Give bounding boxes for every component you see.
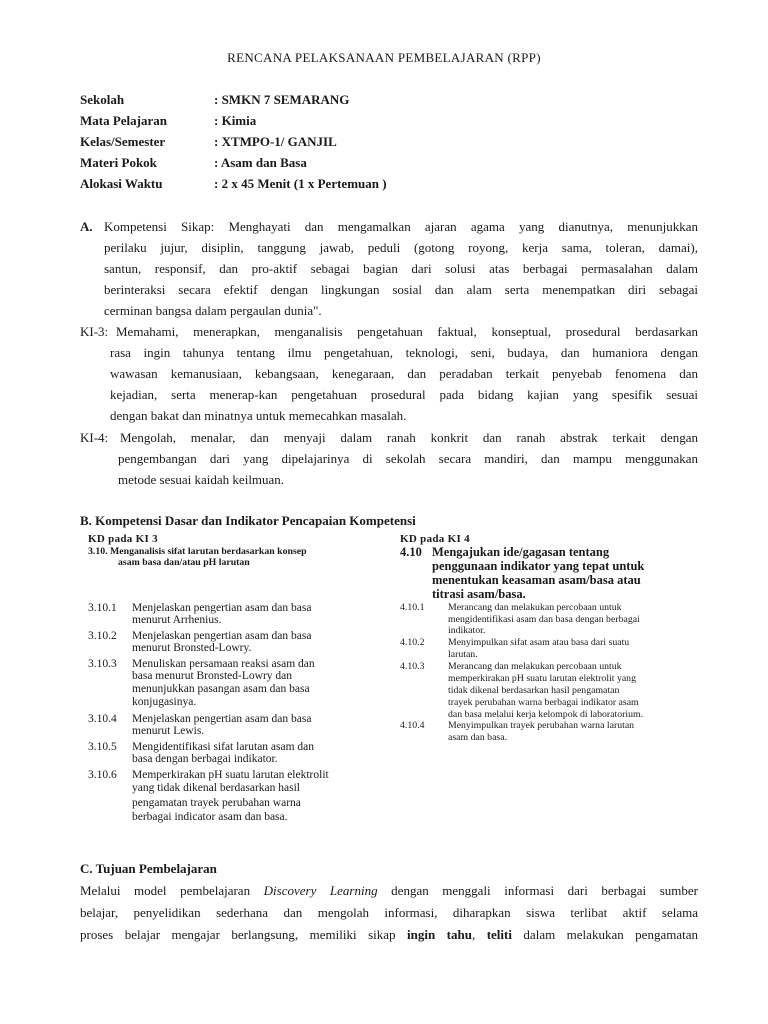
ki4-line: Mengolah, menalar, dan menyaji dalam ranah konkrit dan ranah abstrak terkait dengan [120, 430, 698, 445]
kd3-item-text: Mengidentifikasi sifat larutan asam dan [132, 741, 315, 753]
kd4-item-text: asam dan basa. [448, 732, 508, 743]
section-c-line-1 [80, 880, 698, 901]
ki4-marker: KI-4: [80, 430, 109, 445]
kd4-item-text: tidak dikenal berdasarkan hasil pengamatan [448, 685, 620, 696]
text-run: dengan menggali informasi dari berbagai sumber [377, 883, 698, 898]
ki3-line: Memahami, menerapkan, menganalisis pengetahuan faktual, konseptual, prosedural berdasarkan [116, 324, 698, 339]
ki4-line: metode sesuai kaidah keilmuan. [118, 472, 285, 487]
identity-row-time [80, 176, 387, 192]
kd4-item-text: Merancang dan melakukan percobaan untuk [448, 661, 622, 672]
kd3-item-text: menurut Arrhenius. [132, 614, 222, 626]
kd4-main-num: 4.10 [400, 545, 422, 559]
text-run: Melalui model pembelajaran [80, 883, 264, 898]
identity-label: Materi Pokok [80, 155, 157, 170]
kd3-item-text: menurut Lewis. [132, 725, 205, 737]
kd3-main: 3.10. Menganalisis sifat larutan berdasarkan konsep [88, 546, 307, 557]
kd4-item-text: Merancang dan melakukan percobaan untuk [448, 602, 622, 613]
ki3-line: rasa ingin tahunya tentang ilmu pengetahuan, teknologi, seni, budaya, dan humaniora dengan [110, 345, 698, 360]
kd3-item-text: menurut Bronsted-Lowry. [132, 642, 252, 654]
identity-row-subject [80, 113, 256, 129]
section-a-line: berinteraksi secara efektif dengan lingkungan sosial dan alam serta menempatkan diri sebagai [104, 282, 698, 297]
ki4-line: pengembangan dari yang dipelajarinya di sekolah secara mandiri, dan mampu menggunakan [118, 451, 698, 466]
kd3-item-num: 3.10.3 [88, 658, 117, 670]
kd4-item-text: indikator. [448, 625, 486, 636]
kd3-item-num: 3.10.4 [88, 713, 117, 725]
identity-value: : SMKN 7 SEMARANG [214, 92, 350, 107]
kd4-main: titrasi asam/basa. [432, 587, 526, 601]
identity-value: : Kimia [214, 113, 257, 128]
ki3-line: dengan bakat dan minatnya untuk memecahkan masalah. [110, 408, 407, 423]
identity-value: : 2 x 45 Menit (1 x Pertemuan ) [214, 176, 387, 191]
kd4-item-text: trayek perubahan warna berbagai indikator asam [448, 697, 639, 708]
kd4-main: menentukan keasaman asam/basa atau [432, 573, 641, 587]
section-a-line: Kompetensi Sikap: Menghayati dan mengamalkan ajaran agama yang dianutnya, menunjukkan [104, 219, 698, 234]
identity-label: Kelas/Semester [80, 134, 166, 149]
identity-value: : Asam dan Basa [214, 155, 307, 170]
section-b-heading: B. Kompetensi Dasar dan Indikator Pencapaian Kompetensi [80, 513, 416, 528]
section-a-marker: A. [80, 219, 93, 234]
kd3-item-text: berbagai indicator asam dan basa. [132, 811, 288, 823]
kd4-item-text: dan basa melalui kerja kelompok di laboratorium. [448, 709, 644, 720]
kd3-item-text: Memperkirakan pH suatu larutan elektrolit [132, 769, 329, 781]
kd4-item-num: 4.10.2 [400, 637, 425, 648]
kd3-item-num: 3.10.6 [88, 769, 117, 781]
kd3-item-num: 3.10.5 [88, 741, 117, 753]
page-title: RENCANA PELAKSANAAN PEMBELAJARAN (RPP) [227, 50, 541, 65]
kd3-item-text: yang tidak dikenal berdasarkan hasil [132, 782, 300, 794]
section-c-line-3 [80, 924, 698, 945]
kd3-item-text: Menjelaskan pengertian asam dan basa [132, 602, 312, 614]
section-c-heading: C. Tujuan Pembelajaran [80, 861, 217, 876]
kd3-item-text: Menjelaskan pengertian asam dan basa [132, 713, 312, 725]
kd4-main: penggunaan indikator yang tepat untuk [432, 559, 645, 573]
kd3-item-text: pengamatan trayek perubahan warna [132, 797, 301, 809]
kd4-item-text: memperkirakan pH suatu larutan elektrolit yang [448, 673, 636, 684]
kd4-item-num: 4.10.4 [400, 720, 425, 731]
kd3-item-num: 3.10.2 [88, 630, 117, 642]
kd3-item-text: konjugasinya. [132, 696, 197, 708]
kd3-item-text: basa dengan berbagai indikator. [132, 753, 278, 765]
identity-label: Alokasi Waktu [80, 176, 163, 191]
ki3-line: wawasan kemanusiaan, kebangsaan, kenegaraan, dan peradaban terkait penyebab fenomena dan [110, 366, 698, 381]
kd3-item-text: Menuliskan persamaan reaksi asam dan [132, 658, 315, 670]
kd3-item-text: menunjukkan pasangan asam dan basa [132, 683, 310, 695]
kd4-item-num: 4.10.1 [400, 602, 425, 613]
kd3-item-num: 3.10.1 [88, 602, 117, 614]
text-run: dalam melakukan pengamatan [511, 927, 698, 942]
kd4-item-text: Menyimpulkan trayek perubahan warna larutan [448, 720, 635, 731]
identity-row-class [80, 134, 337, 150]
section-a-line: cerminan bangsa dalam pergaulan dunia". [104, 303, 322, 318]
identity-label: Mata Pelajaran [80, 113, 168, 128]
identity-label: Sekolah [80, 92, 125, 107]
kd3-main: asam basa dan/atau pH larutan [118, 557, 250, 568]
kd4-item-text: mengidentifikasi asam dan basa dengan berbagai [448, 614, 640, 625]
section-c-line-2: belajar, penyelidikan sederhana dan mengolah informasi, diharapkan siswa terlibat aktif selama [80, 905, 698, 920]
text-run-italic: Discovery Learning [263, 883, 378, 898]
kd4-item-text: larutan. [448, 649, 478, 660]
kd4-header: KD pada KI 4 [400, 533, 470, 545]
text-run-bold: ingin tahu [407, 927, 472, 942]
text-run: proses belajar mengajar berlangsung, memiliki sikap [80, 927, 407, 942]
kd4-item-text: Menyimpulkan sifat asam atau basa dari suatu [448, 637, 630, 648]
text-run: , [471, 927, 487, 942]
text-run-bold: teliti [486, 927, 512, 942]
identity-row-school [80, 92, 349, 108]
kd3-item-text: Menjelaskan pengertian asam dan basa [132, 630, 312, 642]
identity-value: : XTMPO-1/ GANJIL [214, 134, 337, 149]
ki3-line: kejadian, serta menerap-kan pengetahuan prosedural pada bidang kajian yang spesifik sesuai [110, 387, 698, 402]
kd3-header: KD pada KI 3 [88, 533, 158, 545]
kd3-item-text: basa menurut Bronsted-Lowry dan [132, 670, 293, 682]
ki3-marker: KI-3: [80, 324, 109, 339]
section-a-line: perilaku jujur, disiplin, tanggung jawab, peduli (gotong royong, kerja sama, toleran, damai), [104, 240, 698, 255]
section-a-line: santun, responsif, dan pro-aktif sebagai bagian dari solusi atas berbagai permasalahan dalam [104, 261, 698, 276]
identity-row-topic [80, 155, 307, 171]
kd4-item-num: 4.10.3 [400, 661, 425, 672]
kd4-main: Mengajukan ide/gagasan tentang [432, 545, 610, 559]
